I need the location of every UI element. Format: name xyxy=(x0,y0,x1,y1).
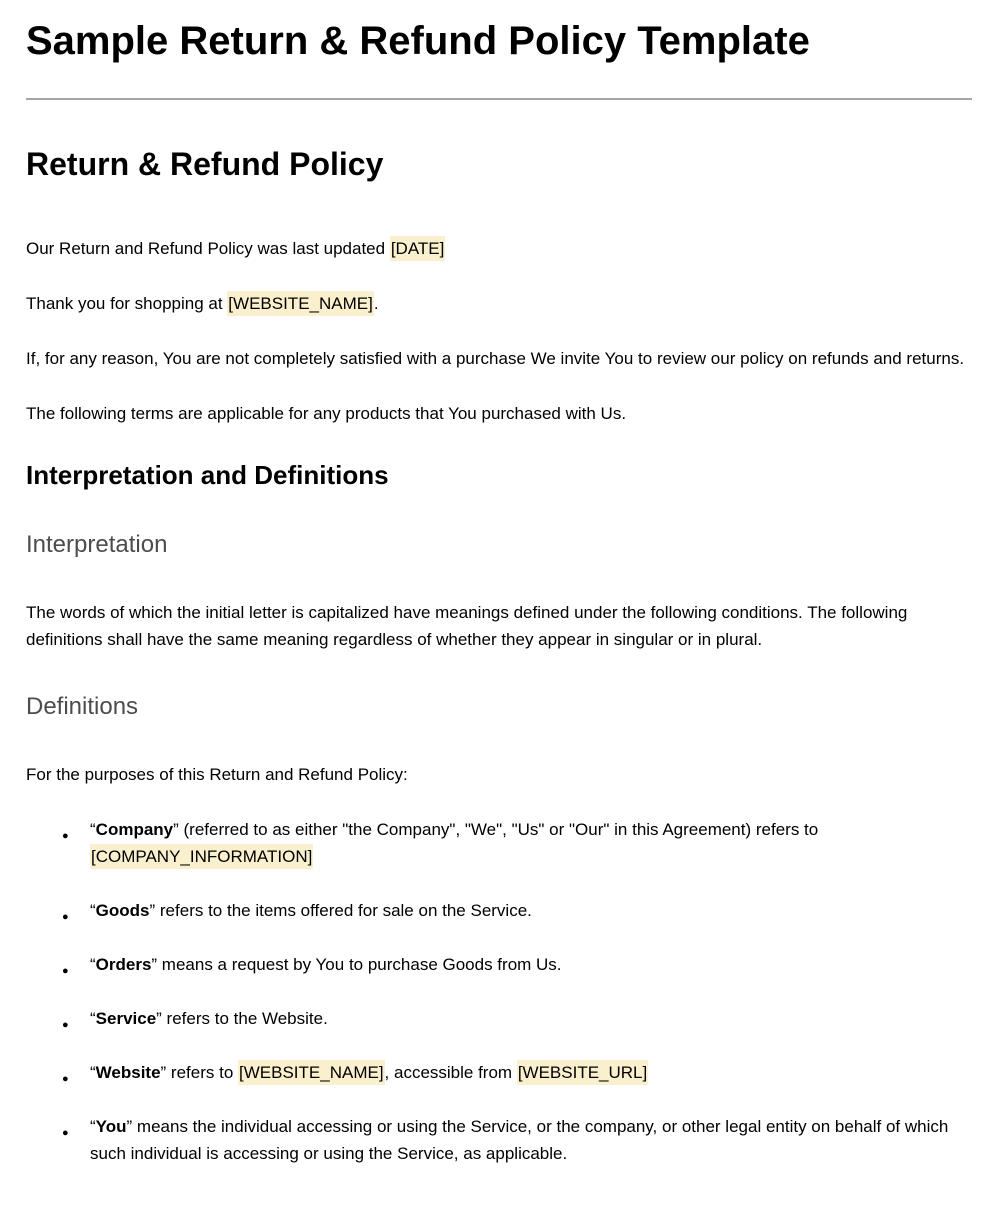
paragraph-satisfaction xyxy=(26,345,972,372)
text-segment: Thank you for shopping at xyxy=(26,294,228,314)
definition-item-service xyxy=(26,1005,972,1032)
paragraph-thank-you xyxy=(26,290,972,317)
definition-item-orders xyxy=(26,951,972,978)
section-heading-interpretation-and-definitions: Interpretation and Definitions xyxy=(26,460,389,491)
text-segment: “ xyxy=(90,1117,96,1137)
text-segment: , accessible from xyxy=(384,1063,517,1083)
text-segment: For the purposes of this Return and Refund Policy: xyxy=(26,765,408,785)
paragraph-last-updated xyxy=(26,235,972,262)
paragraph-definitions-lead xyxy=(26,761,972,788)
paragraph-applicable-terms xyxy=(26,400,972,427)
placeholder-highlight: [WEBSITE_NAME] xyxy=(238,1060,385,1085)
text-segment: If, for any reason, You are not completely satisfied with a purchase We invite You to review our policy on refunds and returns. xyxy=(26,349,965,369)
subheading-interpretation: Interpretation xyxy=(26,531,168,558)
policy-main-heading: Return & Refund Policy xyxy=(26,146,384,182)
document-title: Sample Return & Refund Policy Template xyxy=(26,19,810,63)
text-segment: ” means a request by You to purchase Goods from Us. xyxy=(151,955,562,975)
definitions-list xyxy=(26,816,972,1167)
subheading-definitions: Definitions xyxy=(26,693,139,721)
text-segment: ” refers to the Website. xyxy=(156,1009,328,1029)
placeholder-highlight: [WEBSITE_URL] xyxy=(517,1060,648,1085)
text-segment: ” means the individual accessing or using the Service, or the company, or other legal entity on behalf of which such individual is accessing or using the Service, as applicable. xyxy=(90,1117,949,1164)
text-segment: The following terms are applicable for any products that You purchased with Us. xyxy=(26,404,627,424)
text-segment: ” refers to xyxy=(160,1063,239,1083)
text-segment: Our Return and Refund Policy was last updated xyxy=(26,239,390,259)
text-segment: ” (referred to as either "the Company", "We", "Us" or "Our" in this Agreement) refers to xyxy=(173,820,819,840)
definition-item-website xyxy=(26,1059,972,1086)
text-segment: “ xyxy=(90,1063,96,1083)
title-divider xyxy=(26,98,972,100)
text-segment: “ xyxy=(90,820,96,840)
placeholder-highlight: [DATE] xyxy=(390,236,446,261)
definition-item-company xyxy=(26,816,972,870)
text-segment: “ xyxy=(90,1009,96,1029)
defined-term: Website xyxy=(95,1063,161,1083)
defined-term: Service xyxy=(95,1009,157,1029)
text-segment: “ xyxy=(90,955,96,975)
text-segment: ” refers to the items offered for sale on the Service. xyxy=(149,901,532,921)
definition-item-goods xyxy=(26,897,972,924)
text-segment: The words of which the initial letter is capitalized have meanings defined under the following conditions. The following definitions shall have the same meaning regardless of whether they appear in singular or in plural. xyxy=(26,603,908,650)
definition-item-you xyxy=(26,1113,972,1167)
text-segment: “ xyxy=(90,901,96,921)
placeholder-highlight: [COMPANY_INFORMATION] xyxy=(90,844,313,869)
placeholder-highlight: [WEBSITE_NAME] xyxy=(227,291,374,316)
defined-term: You xyxy=(95,1117,127,1137)
defined-term: Company xyxy=(95,820,174,840)
text-segment: . xyxy=(373,294,379,314)
defined-term: Goods xyxy=(95,901,150,921)
paragraph-interpretation-body xyxy=(26,599,972,653)
defined-term: Orders xyxy=(95,955,152,975)
